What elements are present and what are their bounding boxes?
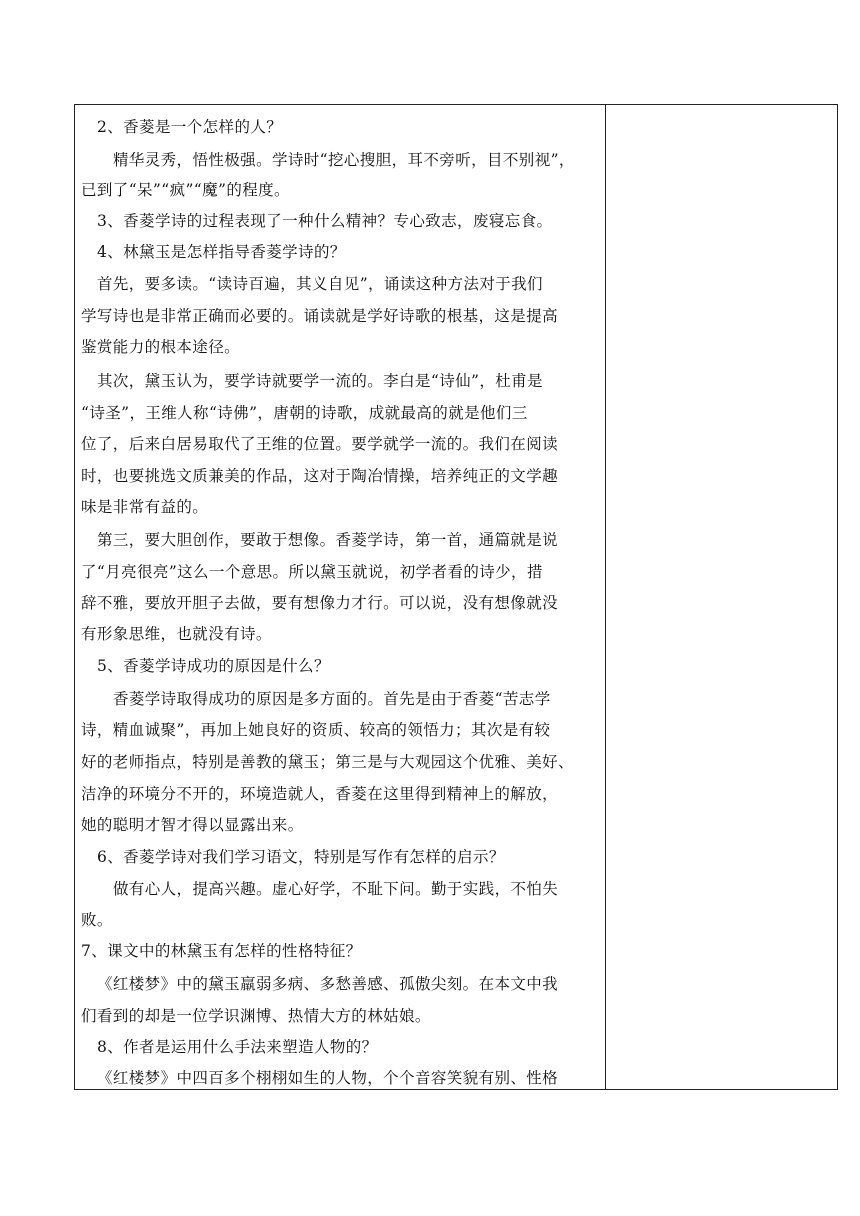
text-line: 时，也要挑选文质兼美的作品，这对于陶冶情操，培养纯正的文学趣 xyxy=(81,467,559,485)
text-line: “诗圣”，王维人称“诗佛”，唐朝的诗歌，成就最高的就是他们三 xyxy=(81,404,528,422)
text-line: 诗，精血诚聚”，再加上她良好的资质、较高的领悟力；其次是有较 xyxy=(81,721,551,739)
document-table xyxy=(74,104,838,1090)
main-text-column xyxy=(75,105,606,1089)
text-line: 《红楼梦》中四百多个栩栩如生的人物，个个音容笑貌有别、性格 xyxy=(81,1069,559,1087)
text-line: 6、香菱学诗对我们学习语文，特别是写作有怎样的启示？ xyxy=(81,848,505,866)
text-line: 辞不雅，要放开胆子去做，要有想像力才行。可以说，没有想像就没 xyxy=(81,594,559,612)
text-line: 首先，要多读。“读诗百遍，其义自见”，诵读这种方法对于我们 xyxy=(81,275,543,293)
text-line: 《红楼梦》中的黛玉羸弱多病、多愁善感、孤傲尖刻。在本文中我 xyxy=(81,975,559,993)
text-line: 味是非常有益的。 xyxy=(81,498,209,516)
text-line: 2、香菱是一个怎样的人？ xyxy=(81,118,283,136)
text-line: 学写诗也是非常正确而必要的。诵读就是学好诗歌的根基，这是提高 xyxy=(81,307,559,325)
text-line: 做有心人，提高兴趣。虚心好学，不耻下问。勤于实践，不怕失 xyxy=(81,880,559,898)
text-line: 香菱学诗取得成功的原因是多方面的。首先是由于香菱“苦志学 xyxy=(81,690,551,708)
text-line: 已到了“呆”“疯”“魔”的程度。 xyxy=(81,181,290,199)
notes-column xyxy=(606,105,837,1089)
text-line: 鉴赏能力的根本途径。 xyxy=(81,338,241,356)
text-line: 第三，要大胆创作，要敢于想像。香菱学诗，第一首，通篇就是说 xyxy=(81,531,559,549)
text-line: 其次，黛玉认为，要学诗就要学一流的。李白是“诗仙”，杜甫是 xyxy=(81,372,543,390)
text-line: 好的老师指点，特别是善教的黛玉；第三是与大观园这个优雅、美好、 xyxy=(81,753,574,771)
text-line: 精华灵秀，悟性极强。学诗时“挖心搜胆，耳不旁听，目不别视”， xyxy=(81,151,575,169)
text-line: 有形象思维，也就没有诗。 xyxy=(81,625,272,643)
text-line: 4、林黛玉是怎样指导香菱学诗的？ xyxy=(81,243,346,261)
text-line: 败。 xyxy=(81,911,113,929)
text-line: 5、香菱学诗成功的原因是什么？ xyxy=(81,657,330,675)
text-line: 她的聪明才智才得以显露出来。 xyxy=(81,816,304,834)
text-line: 们看到的却是一位学识渊博、热情大方的林姑娘。 xyxy=(81,1007,431,1025)
text-line: 7、课文中的林黛玉有怎样的性格特征？ xyxy=(81,942,362,960)
text-line: 3、香菱学诗的过程表现了一种什么精神？专心致志，废寝忘食。 xyxy=(81,212,553,230)
text-line: 8、作者是运用什么手法来塑造人物的？ xyxy=(81,1038,378,1056)
text-line: 洁净的环境分不开的，环境造就人，香菱在这里得到精神上的解放， xyxy=(81,785,559,803)
text-line: 了“月亮很亮”这么一个意思。所以黛玉就说，初学者看的诗少，措 xyxy=(81,563,543,581)
text-line: 位了，后来白居易取代了王维的位置。要学就学一流的。我们在阅读 xyxy=(81,435,559,453)
